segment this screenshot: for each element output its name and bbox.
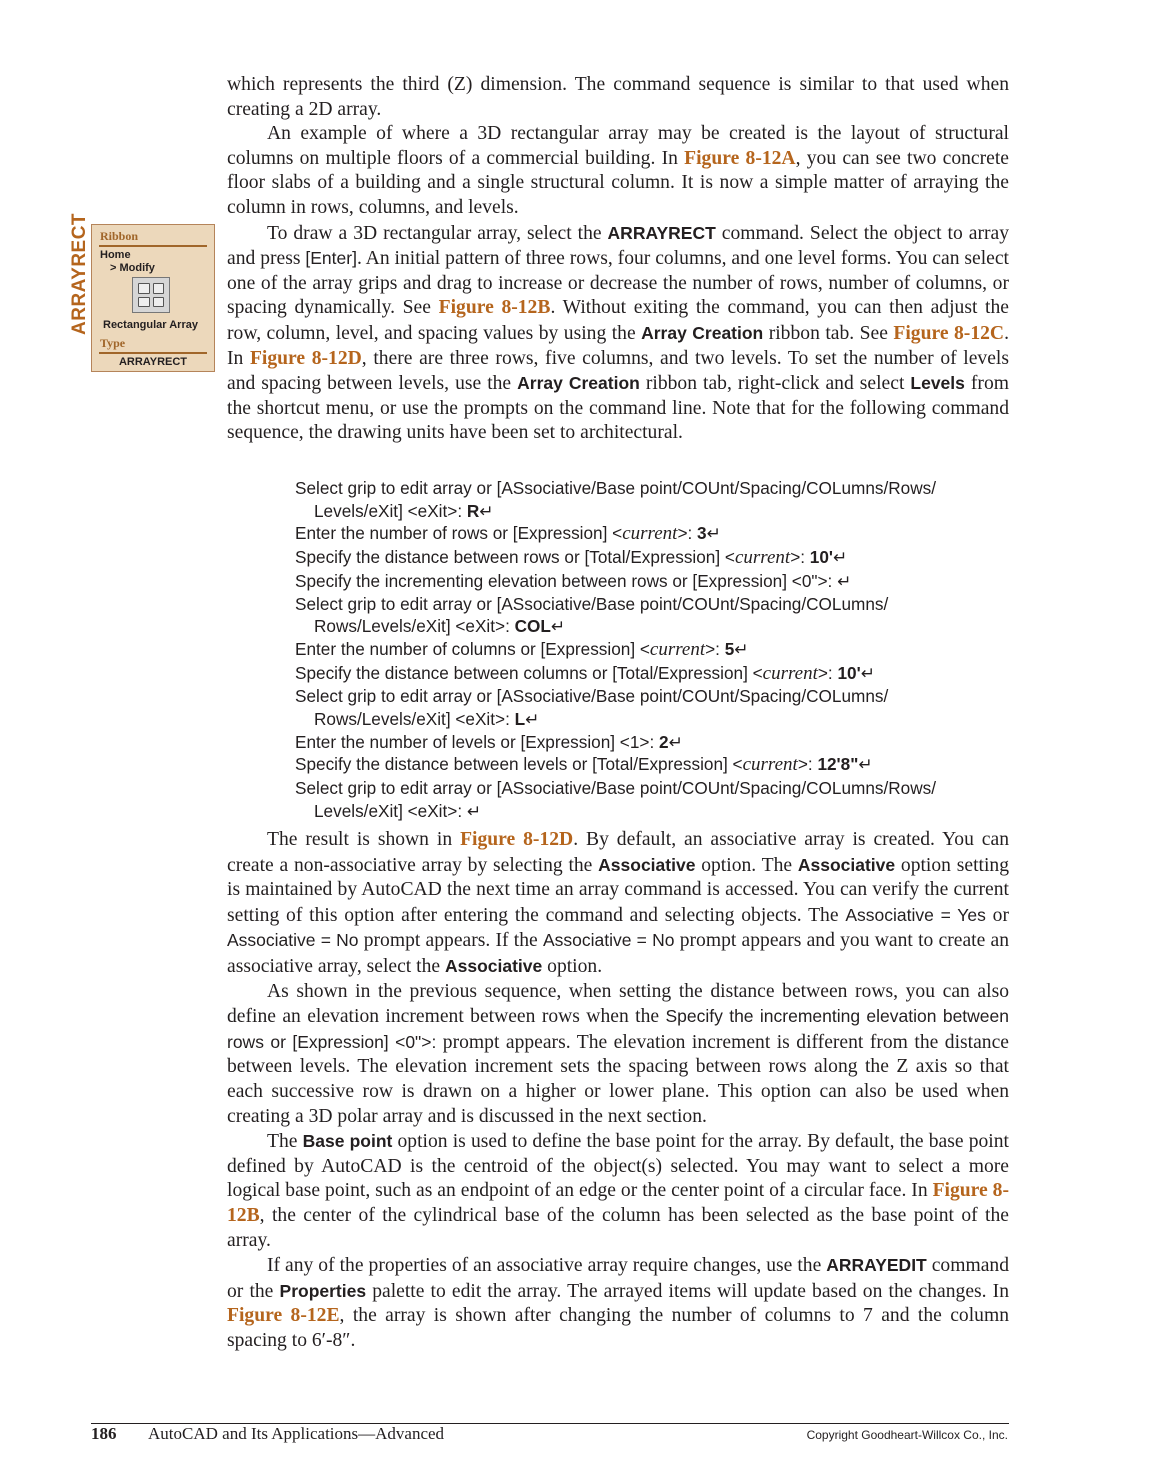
text-run: Associative = No [542, 930, 675, 951]
text-run: current [734, 547, 791, 569]
text-run: prompt appears and you want to create an associative array, select the [227, 930, 1010, 977]
text-run: which represents the third (Z) dimension. The command sequence is similar to that used when creating a 2D array. [227, 74, 1009, 120]
type-heading: Type [100, 336, 126, 350]
figure-reference-link[interactable]: Figure 8-12E [227, 1305, 340, 1327]
paragraph [227, 1253, 1009, 1353]
command-sequence [295, 477, 1035, 823]
bold-term: 10' [809, 547, 833, 568]
text-run: Specify the incrementing elevation between rows or [Expression] <0">: ↵ [295, 570, 852, 591]
command-line [295, 800, 1035, 823]
text-run: ↵ [550, 616, 566, 637]
sidebar-tab-label: ARRAYRECT [69, 212, 90, 335]
text-run: Select grip to edit array or [ASsociative/Base point/COUnt/Spacing/COLumns/Rows/ [295, 478, 936, 498]
command-line [295, 662, 1035, 686]
paragraph [227, 980, 1009, 1130]
bold-term: 3 [697, 523, 707, 544]
text-run: ↵ [858, 754, 873, 775]
command-line [295, 685, 1035, 708]
paragraph [227, 73, 1009, 122]
bold-term: L [514, 709, 526, 730]
text-run: >: [705, 638, 725, 659]
command-line [295, 500, 1035, 523]
bold-term: ARRAYEDIT [826, 1255, 927, 1276]
text-run: from the shortcut menu, or use the prompts on the command line. Note that for the following command sequence, the drawing units have been set to architectural. [227, 373, 1009, 444]
text-run: Select grip to edit array or [ASsociative/Base point/COUnt/Spacing/COLumns/ [295, 593, 889, 614]
text-run: , there are three rows, five columns, and two levels. To set the number of levels and spacing between levels, use the [227, 347, 1009, 395]
bold-term: COL [514, 616, 551, 637]
text-run: The result is shown in [267, 829, 461, 850]
text-run: >: [677, 523, 698, 544]
command-access-box [91, 224, 215, 372]
text-run: ribbon tab, right-click and select [639, 373, 911, 395]
text-run: current [649, 638, 706, 660]
text-run: ↵ [833, 547, 848, 568]
text-run: command or the [227, 1255, 1009, 1302]
text-run: option is used to define the base point for the array. By default, the base point defined by AutoCAD is the centroid of the object(s) selected. You may want to select a more logical base point, such as an endpoint of an edge or the center point of a circular face. In [227, 1131, 1009, 1202]
figure-reference-link[interactable]: Figure 8-12D [460, 829, 574, 850]
text-run: Levels/eXit] <eXit>: ↵ [314, 800, 482, 821]
text-run: [Enter] [305, 248, 357, 269]
text-run: Enter the number of columns or [Expression] < [295, 638, 650, 659]
text-run: or [985, 904, 1009, 926]
text-run: Rows/Levels/eXit] <eXit>: [314, 616, 515, 637]
figure-reference-link[interactable]: Figure 8-12B [227, 1180, 1009, 1226]
text-run: As shown in the previous sequence, when setting the distance between rows, you can also define an elevation increment between rows when the [227, 980, 1009, 1028]
divider [99, 245, 207, 247]
text-run: prompt appears. If the [358, 930, 543, 952]
command-line [295, 570, 1035, 593]
text-run: option. The [695, 854, 798, 876]
text-run: Specify the distance between rows or [Total/Expression] < [295, 547, 735, 568]
text-run: Rows/Levels/eXit] <eXit>: [314, 709, 515, 730]
paragraph [227, 221, 1009, 446]
bold-term: 12'8" [817, 754, 859, 775]
paragraph [227, 1129, 1009, 1253]
body-text-top [227, 73, 1009, 446]
text-run: . Without exiting the command, you can then adjust the row, column, level, and spacing values by using the [227, 297, 1009, 344]
text-run: Specify the incrementing elevation between rows or [Expression] <0">: [227, 1006, 1009, 1052]
text-run: , the center of the cylindrical base of the column has been selected as the base point of the array. [227, 1204, 1009, 1251]
text-run: ribbon tab. See [763, 322, 894, 344]
command-line [295, 593, 1035, 616]
text-run: ↵ [668, 731, 683, 752]
command-line [295, 522, 1035, 546]
text-run: Levels/eXit] <eXit>: [314, 500, 467, 521]
text-run: Associative = Yes [845, 904, 986, 925]
text-run: An example of where a 3D rectangular array may be created is the layout of structural columns on multiple floors of a commercial building. In [227, 123, 1009, 169]
text-run: current [762, 662, 818, 684]
bold-term: R [466, 500, 480, 521]
command-line [295, 731, 1035, 754]
page-number: 186 [91, 1424, 117, 1443]
text-run: Specify the distance between columns or [Total/Expression] < [295, 662, 763, 683]
paragraph [227, 828, 1009, 980]
bold-term: Array Creation [641, 322, 764, 343]
command-line [295, 638, 1035, 662]
paragraph [227, 122, 1009, 220]
bold-term: Levels [910, 373, 965, 394]
text-run: ↵ [706, 523, 721, 544]
text-run: Select grip to edit array or [ASsociative/Base point/COUnt/Spacing/COLumns/ [295, 686, 889, 707]
copyright: Copyright Goodheart-Willcox Co., Inc. [806, 1428, 1008, 1442]
figure-reference-link[interactable]: Figure 8-12C [893, 322, 1005, 344]
figure-reference-link[interactable]: Figure 8-12D [249, 347, 362, 369]
figure-reference-link[interactable]: Figure 8-12B [438, 297, 551, 319]
command-line [295, 477, 1035, 500]
text-run: . An initial pattern of three rows, four columns, and one level forms. You can select one of the array grips and drag to increase or decrease the number of rows, number of columns, or spacing dynamically. See [227, 248, 1010, 319]
ribbon-heading: Ribbon [100, 229, 139, 243]
bold-term: Array Creation [517, 373, 640, 394]
text-run: ↵ [860, 662, 876, 683]
text-run: current [742, 754, 798, 776]
bold-term: Associative [598, 854, 696, 875]
text-run: Specify the distance between levels or [Total/Expression] < [295, 754, 743, 775]
command-line [295, 777, 1035, 800]
bold-term: 10' [837, 662, 861, 683]
ribbon-path-tab: Home [100, 249, 131, 261]
text-run: option setting is maintained by AutoCAD the next time an array command is accessed. You can verify the current setting of this option after entering the command and selecting objects. The [227, 854, 1009, 926]
command-line [295, 546, 1035, 570]
text-run: option. [542, 955, 603, 977]
command-line [295, 615, 1035, 638]
command-line [295, 708, 1035, 731]
text-run: ↵ [734, 638, 749, 659]
text-run: command. Select the object to array and press [227, 222, 1009, 270]
command-line [295, 753, 1035, 777]
text-run: prompt appears. The elevation increment is different from the distance between levels. The elevation increment sets the spacing between rows along the Z axis so that each successive row is drawn on a higher or lower plane. This option can also be used when creating a 3D polar array and is discussed in the next section. [227, 1031, 1009, 1127]
bold-term: Associative [797, 854, 896, 875]
text-run: , the array is shown after changing the number of columns to 7 and the column spacing to 6′-8″. [227, 1305, 1009, 1351]
bold-term: Base point [302, 1131, 393, 1152]
bold-term: ARRAYRECT [607, 222, 716, 243]
text-run: To draw a 3D rectangular array, select the [267, 222, 608, 244]
text-run: . By default, an associative array is created. You can create a non-associative array by selecting the [227, 829, 1009, 876]
text-run: palette to edit the array. The arrayed items will update based on the changes. In [366, 1280, 1010, 1302]
text-run: Select grip to edit array or [ASsociative/Base point/COUnt/Spacing/COLumns/Rows/ [295, 778, 936, 799]
text-run: ↵ [479, 500, 494, 521]
text-run: current [622, 523, 678, 545]
bold-term: 5 [724, 638, 735, 659]
text-run: >: [797, 754, 818, 775]
text-run: . In [227, 322, 1009, 369]
text-run: Enter the number of rows or [Expression] < [295, 523, 623, 544]
text-run: >: [817, 662, 838, 683]
text-run: ↵ [525, 709, 540, 730]
text-run: If any of the properties of an associative array require changes, use the [267, 1255, 827, 1277]
rectangular-array-icon [132, 277, 170, 313]
text-run: Enter the number of levels or [Expression] <1>: [295, 731, 659, 752]
divider [99, 352, 207, 354]
text-run: >: [790, 547, 810, 568]
bold-term: Properties [279, 1280, 367, 1301]
bold-term: Associative [444, 955, 543, 976]
ribbon-button-label: Rectangular Array [103, 319, 198, 331]
text-run: Associative = No [227, 930, 359, 951]
figure-reference-link[interactable]: Figure 8-12A [684, 147, 796, 169]
bold-term: 2 [659, 731, 669, 752]
text-run: , you can see two concrete floor slabs of a building and a single structural column. It is now a simple matter of arraying the column in rows, columns, and levels. [227, 147, 1009, 218]
body-text-bottom [227, 828, 1009, 1353]
type-command: ARRAYRECT [118, 356, 188, 368]
text-run: The [267, 1131, 303, 1153]
book-title: AutoCAD and Its Applications—Advanced [148, 1424, 445, 1443]
ribbon-path-panel: > Modify [110, 262, 155, 274]
